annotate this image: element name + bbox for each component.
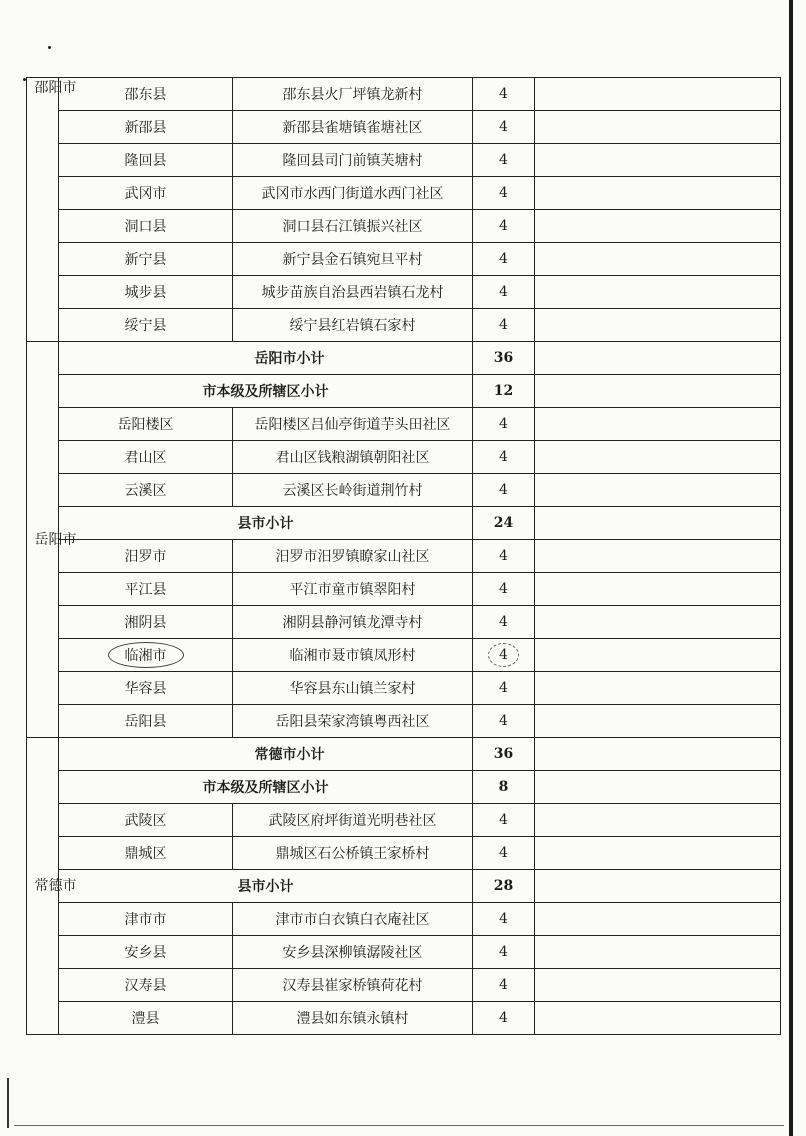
remarks-cell — [535, 78, 781, 111]
county-name: 武冈市 — [124, 186, 167, 202]
count-value: 4 — [499, 614, 508, 630]
location-cell: 汨罗市汨罗镇瞭家山社区 — [233, 540, 473, 573]
count-cell — [473, 540, 535, 573]
remarks-cell — [535, 870, 781, 903]
count-value: 4 — [499, 812, 508, 828]
subtotal-count: 8 — [473, 771, 535, 804]
count-value: 4 — [499, 86, 508, 102]
table-row — [27, 639, 781, 672]
count-value: 4 — [499, 152, 508, 168]
county-name: 新邵县 — [124, 120, 167, 136]
table-row — [27, 309, 781, 342]
county-name: 云溪区 — [124, 483, 167, 499]
location-cell: 武陵区府坪街道光明巷社区 — [233, 804, 473, 837]
location-cell: 鼎城区石公桥镇王家桥村 — [233, 837, 473, 870]
count-cell — [473, 111, 535, 144]
remarks-cell — [535, 507, 781, 540]
table-row — [27, 573, 781, 606]
location-cell: 云溪区长岭街道荆竹村 — [233, 474, 473, 507]
county-cell — [59, 408, 233, 441]
remarks-cell — [535, 771, 781, 804]
table-row — [27, 936, 781, 969]
county-name: 临湘市 — [108, 642, 184, 668]
count-cell — [473, 1002, 535, 1035]
county-name: 邵东县 — [124, 87, 167, 103]
count-cell — [473, 276, 535, 309]
county-name: 鼎城区 — [124, 846, 167, 862]
subtotal-count: 36 — [473, 738, 535, 771]
subtotal-label: 常德市小计 — [59, 738, 473, 771]
scan-mark — [7, 1078, 9, 1128]
county-name: 洞口县 — [124, 219, 167, 235]
city-name: 邵阳市 — [34, 80, 77, 96]
table-row — [27, 969, 781, 1002]
count-value: 4 — [499, 185, 508, 201]
table-row — [27, 672, 781, 705]
location-cell: 武冈市水西门街道水西门社区 — [233, 177, 473, 210]
count-value: 4 — [499, 317, 508, 333]
table-row — [27, 606, 781, 639]
county-name: 湘阴县 — [124, 615, 167, 631]
remarks-cell — [535, 144, 781, 177]
county-cell — [59, 903, 233, 936]
page-right-edge — [789, 0, 793, 1136]
count-cell — [473, 78, 535, 111]
subtotal-count: 36 — [473, 342, 535, 375]
table-row — [27, 276, 781, 309]
count-value: 4 — [499, 416, 508, 432]
count-cell — [473, 903, 535, 936]
count-cell — [473, 210, 535, 243]
table-row — [27, 804, 781, 837]
remarks-cell — [535, 309, 781, 342]
remarks-cell — [535, 804, 781, 837]
remarks-cell — [535, 441, 781, 474]
count-value: 4 — [499, 251, 508, 267]
location-cell: 汉寿县崔家桥镇荷花村 — [233, 969, 473, 1002]
remarks-cell — [535, 738, 781, 771]
location-cell: 平江市童市镇翠阳村 — [233, 573, 473, 606]
count-value: 4 — [499, 449, 508, 465]
count-cell — [473, 639, 535, 672]
count-cell — [473, 837, 535, 870]
location-cell: 澧县如东镇永镇村 — [233, 1002, 473, 1035]
remarks-cell — [535, 408, 781, 441]
county-cell — [59, 78, 233, 111]
county-cell — [59, 936, 233, 969]
county-name: 澧县 — [131, 1011, 160, 1027]
county-cell — [59, 969, 233, 1002]
city-name: 岳阳市 — [34, 531, 77, 548]
count-cell — [473, 804, 535, 837]
location-cell: 岳阳县荣家湾镇粤西社区 — [233, 705, 473, 738]
count-value: 4 — [499, 977, 508, 993]
city-name: 常德市 — [34, 878, 77, 894]
table-row — [27, 210, 781, 243]
count-cell — [473, 144, 535, 177]
count-cell — [473, 969, 535, 1002]
city-name-cell — [27, 738, 77, 1035]
table-row — [27, 144, 781, 177]
remarks-cell — [535, 474, 781, 507]
remarks-cell — [535, 573, 781, 606]
table-body — [27, 78, 781, 1035]
county-name: 隆回县 — [124, 153, 167, 169]
subtotal-count: 12 — [473, 375, 535, 408]
remarks-cell — [535, 672, 781, 705]
remarks-cell — [535, 969, 781, 1002]
count-value: 4 — [499, 581, 508, 597]
city-name-cell — [27, 342, 77, 738]
county-name: 新宁县 — [124, 252, 167, 268]
location-cell: 城步苗族自治县西岩镇石龙村 — [233, 276, 473, 309]
remarks-cell — [535, 375, 781, 408]
table-row — [27, 474, 781, 507]
count-value: 4 — [499, 944, 508, 960]
subtotal-label: 市本级及所辖区小计 — [59, 375, 473, 408]
page-bottom-line — [14, 1125, 784, 1126]
location-cell: 君山区钱粮湖镇朝阳社区 — [233, 441, 473, 474]
location-cell: 安乡县深柳镇潺陵社区 — [233, 936, 473, 969]
table-row — [27, 903, 781, 936]
location-cell: 华容县东山镇兰家村 — [233, 672, 473, 705]
remarks-cell — [535, 111, 781, 144]
table-row — [27, 705, 781, 738]
remarks-cell — [535, 540, 781, 573]
county-cell — [59, 1002, 233, 1035]
count-value: 4 — [499, 713, 508, 729]
table-row — [27, 243, 781, 276]
county-name: 绥宁县 — [124, 318, 167, 334]
count-value: 4 — [499, 548, 508, 564]
count-cell — [473, 177, 535, 210]
location-cell: 绥宁县红岩镇石家村 — [233, 309, 473, 342]
county-cell — [59, 804, 233, 837]
table-row — [27, 441, 781, 474]
count-cell — [473, 474, 535, 507]
count-value: 4 — [499, 911, 508, 927]
remarks-cell — [535, 342, 781, 375]
count-cell — [473, 606, 535, 639]
county-name: 津市市 — [124, 912, 167, 928]
count-cell — [473, 441, 535, 474]
location-cell: 新宁县金石镇宛旦平村 — [233, 243, 473, 276]
count-cell — [473, 705, 535, 738]
location-cell: 邵东县火厂坪镇龙新村 — [233, 78, 473, 111]
county-cell — [59, 276, 233, 309]
count-cell — [473, 936, 535, 969]
county-cell — [59, 474, 233, 507]
village-allocation-table — [26, 77, 781, 1035]
remarks-cell — [535, 243, 781, 276]
table-row — [27, 111, 781, 144]
count-value: 4 — [499, 1010, 508, 1026]
count-value: 4 — [499, 680, 508, 696]
remarks-cell — [535, 903, 781, 936]
county-cell — [59, 144, 233, 177]
location-cell: 临湘市聂市镇凤形村 — [233, 639, 473, 672]
subtotal-row — [27, 507, 781, 540]
count-value: 4 — [499, 845, 508, 861]
county-name: 岳阳楼区 — [117, 417, 174, 433]
county-name: 华容县 — [124, 681, 167, 697]
subtotal-row — [27, 771, 781, 804]
table-row — [27, 408, 781, 441]
count-value: 4 — [499, 218, 508, 234]
remarks-cell — [535, 210, 781, 243]
county-cell — [59, 210, 233, 243]
county-name: 君山区 — [124, 450, 167, 466]
county-cell — [59, 177, 233, 210]
location-cell: 湘阴县静河镇龙潭寺村 — [233, 606, 473, 639]
county-cell — [59, 837, 233, 870]
remarks-cell — [535, 639, 781, 672]
county-name: 平江县 — [124, 582, 167, 598]
county-name: 安乡县 — [124, 945, 167, 961]
count-value: 4 — [499, 284, 508, 300]
table-row — [27, 540, 781, 573]
table-row — [27, 177, 781, 210]
count-value: 4 — [488, 643, 519, 667]
county-name: 岳阳县 — [124, 714, 167, 730]
subtotal-label: 县市小计 — [59, 870, 473, 903]
remarks-cell — [535, 936, 781, 969]
county-cell — [59, 705, 233, 738]
table-row — [27, 78, 781, 111]
location-cell: 津市市白衣镇白衣庵社区 — [233, 903, 473, 936]
county-cell — [59, 639, 233, 672]
remarks-cell — [535, 606, 781, 639]
county-cell — [59, 243, 233, 276]
county-cell — [59, 606, 233, 639]
subtotal-row — [27, 738, 781, 771]
location-cell: 新邵县雀塘镇雀塘社区 — [233, 111, 473, 144]
location-cell: 洞口县石江镇振兴社区 — [233, 210, 473, 243]
location-cell: 隆回县司门前镇芙塘村 — [233, 144, 473, 177]
county-cell — [59, 672, 233, 705]
scan-dot — [48, 46, 51, 49]
count-cell — [473, 672, 535, 705]
county-name: 汉寿县 — [124, 978, 167, 994]
location-cell: 岳阳楼区吕仙亭街道芋头田社区 — [233, 408, 473, 441]
count-cell — [473, 309, 535, 342]
count-cell — [473, 573, 535, 606]
county-name: 城步县 — [124, 285, 167, 301]
city-name-cell — [27, 78, 77, 342]
county-cell — [59, 111, 233, 144]
count-value: 4 — [499, 482, 508, 498]
count-cell — [473, 408, 535, 441]
subtotal-count: 28 — [473, 870, 535, 903]
county-cell — [59, 540, 233, 573]
remarks-cell — [535, 837, 781, 870]
subtotal-row — [27, 342, 781, 375]
county-cell — [59, 441, 233, 474]
table-row — [27, 1002, 781, 1035]
county-cell — [59, 309, 233, 342]
remarks-cell — [535, 1002, 781, 1035]
subtotal-row — [27, 870, 781, 903]
remarks-cell — [535, 705, 781, 738]
subtotal-row — [27, 375, 781, 408]
count-value: 4 — [499, 119, 508, 135]
county-name: 武陵区 — [124, 813, 167, 829]
subtotal-label: 县市小计 — [59, 507, 473, 540]
table-row — [27, 837, 781, 870]
subtotal-label: 岳阳市小计 — [59, 342, 473, 375]
remarks-cell — [535, 177, 781, 210]
county-cell — [59, 573, 233, 606]
remarks-cell — [535, 276, 781, 309]
county-name: 汨罗市 — [124, 549, 167, 565]
subtotal-count: 24 — [473, 507, 535, 540]
subtotal-label: 市本级及所辖区小计 — [59, 771, 473, 804]
count-cell — [473, 243, 535, 276]
